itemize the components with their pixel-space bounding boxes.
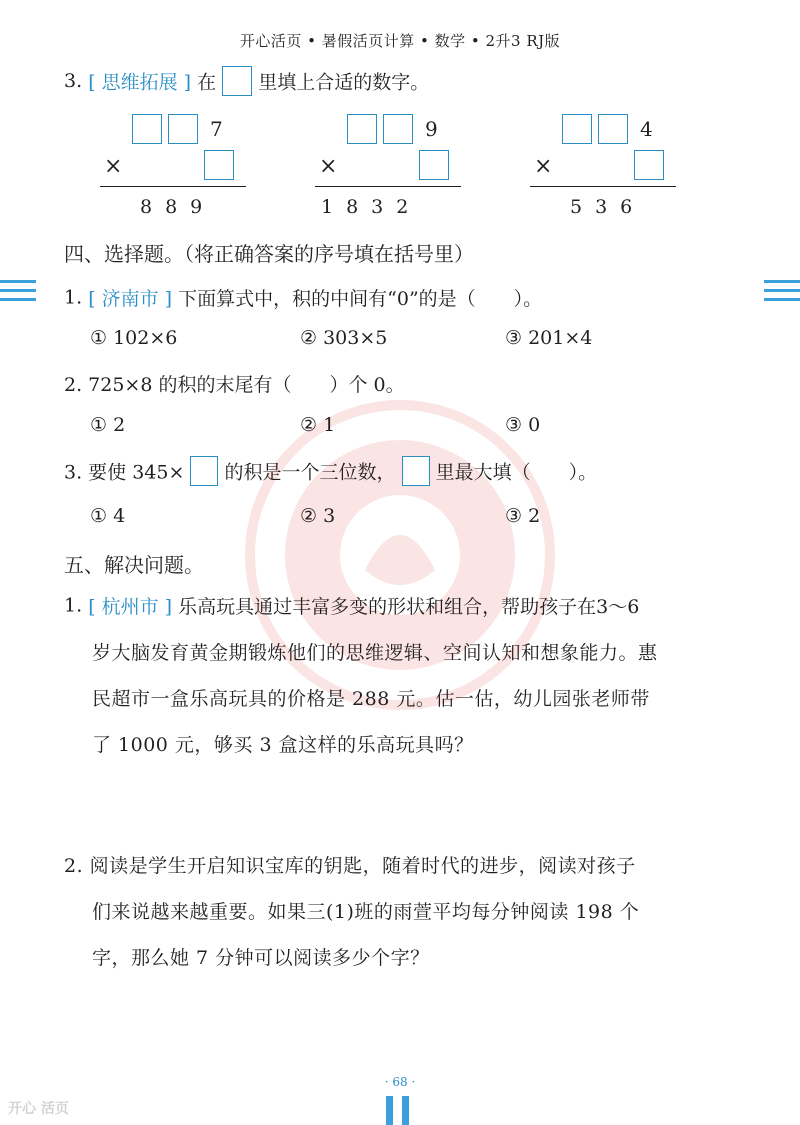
s5-p2-line-2: 们来说越来越重要。如果三(1)班的雨萱平均每分钟阅读 198 个	[92, 901, 640, 923]
s4-q1-text: 下面算式中，积的中间有“0”的是（ ）。	[178, 288, 543, 310]
q3-tag: [ 思维拓展 ]	[88, 71, 192, 94]
option[interactable]: ③ 0	[505, 414, 541, 436]
s4-q3-text-a: 3. 要使 345×	[64, 461, 185, 484]
rule-line	[100, 186, 246, 187]
s5-p1-tag: [ 杭州市 ]	[88, 596, 173, 618]
s5-p1-text: 乐高玩具通过丰富多变的形状和组合，帮助孩子在3～6	[178, 596, 640, 618]
times-sign: ×	[534, 154, 553, 179]
answer-box[interactable]	[168, 114, 198, 144]
q3-after: 里填上合适的数字。	[258, 71, 430, 94]
answer-box[interactable]	[402, 456, 430, 486]
s5-p2-line-1: 2. 阅读是学生开启知识宝库的钥匙，随着时代的进步，阅读对孩子	[64, 855, 636, 877]
s5-p2-line-3: 字，那么她 7 分钟可以阅读多少个字？	[92, 947, 430, 969]
mult-problem-2	[315, 112, 465, 222]
s4-q1	[64, 284, 542, 311]
s5-p1-line-3: 民超市一盒乐高玩具的价格是 288 元。估一估，幼儿园张老师带	[92, 688, 650, 710]
s4-q1-tag: [ 济南市 ]	[88, 288, 173, 310]
rule-line	[315, 186, 461, 187]
s5-p1-line-4: 了 1000 元，够买 3 盒这样的乐高玩具吗？	[92, 734, 474, 756]
result: 889	[140, 196, 216, 218]
answer-box[interactable]	[222, 66, 252, 96]
s5-p1-line-1	[64, 592, 639, 619]
section4-title: 四、选择题。（将正确答案的序号填在括号里）	[64, 242, 474, 266]
option[interactable]: ① 102×6	[90, 327, 178, 349]
result: 1832	[321, 196, 422, 218]
top-digit: 7	[210, 117, 223, 141]
option[interactable]: ② 1	[300, 414, 336, 436]
q3-before: 在	[197, 71, 217, 94]
option[interactable]: ③ 2	[505, 505, 541, 527]
footer-logo: 开心 活页	[8, 1101, 69, 1117]
result: 536	[570, 196, 646, 218]
mult-problem-3	[530, 112, 680, 222]
answer-box[interactable]	[562, 114, 592, 144]
answer-box[interactable]	[598, 114, 628, 144]
option[interactable]: ② 303×5	[300, 327, 388, 349]
times-sign: ×	[104, 154, 123, 179]
times-sign: ×	[319, 154, 338, 179]
top-digit: 9	[425, 117, 438, 141]
option[interactable]: ③ 201×4	[505, 327, 593, 349]
answer-box[interactable]	[347, 114, 377, 144]
right-side-marks	[764, 280, 800, 307]
option[interactable]: ① 4	[90, 505, 126, 527]
rule-line	[530, 186, 676, 187]
left-side-marks	[0, 280, 36, 307]
answer-box[interactable]	[419, 150, 449, 180]
answer-box[interactable]	[634, 150, 664, 180]
s4-q3	[64, 456, 597, 486]
answer-box[interactable]	[132, 114, 162, 144]
s4-q3-text-c: 里最大填（ ）。	[435, 461, 598, 484]
s4-q2-text: 2. 725×8 的积的末尾有（ ）个 0。	[64, 374, 405, 396]
top-digit: 4	[640, 117, 653, 141]
mult-problem-1	[100, 112, 250, 222]
s5-p1-line-2: 岁大脑发育黄金期锻炼他们的思维逻辑、空间认知和想象能力。惠	[92, 642, 658, 664]
s4-q1-number: 1.	[64, 286, 83, 309]
page-number: · 68 ·	[384, 1075, 416, 1089]
answer-box[interactable]	[204, 150, 234, 180]
page-header: 开心活页 • 暑假活页计算 • 数学 • 2升3 RJ版	[239, 32, 561, 50]
s4-q3-text-b: 的积是一个三位数，	[224, 461, 396, 484]
s5-p1-number: 1.	[64, 594, 83, 617]
q3-instruction	[64, 66, 429, 96]
answer-box[interactable]	[383, 114, 413, 144]
q3-number: 3.	[64, 70, 83, 92]
option[interactable]: ① 2	[90, 414, 126, 436]
section5-title: 五、解决问题。	[64, 553, 204, 577]
answer-box[interactable]	[190, 456, 218, 486]
option[interactable]: ② 3	[300, 505, 336, 527]
